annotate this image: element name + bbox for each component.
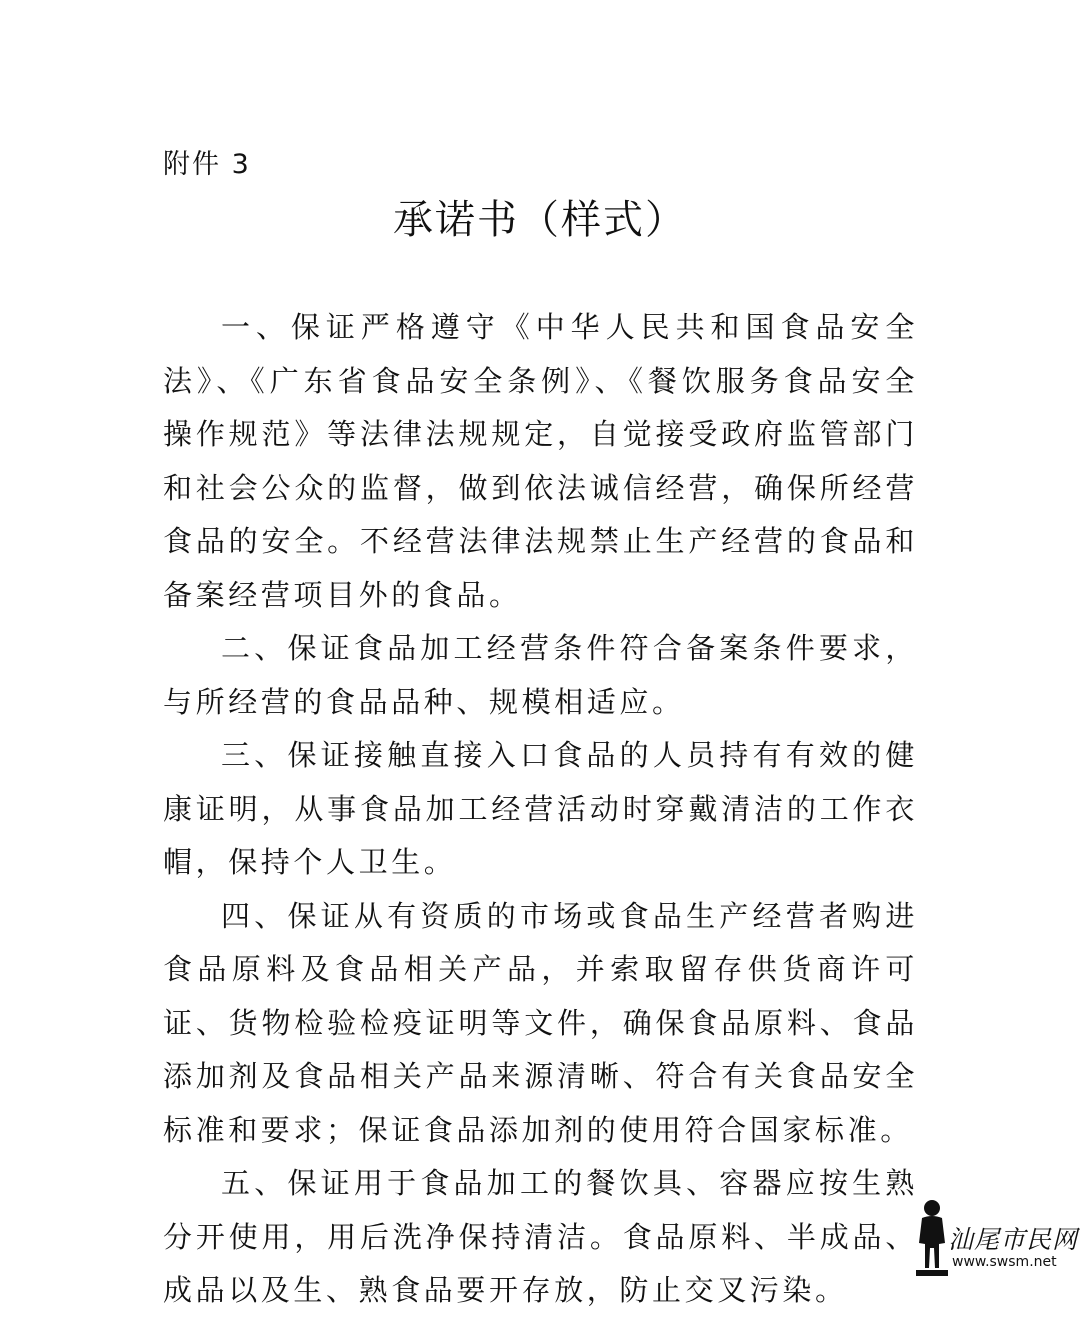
pledge-paragraph-3: 三、保证接触直接入口食品的人员持有有效的健康证明，从事食品加工经营活动时穿戴清洁的工作衣帽，保持个人卫生。	[163, 738, 918, 879]
pledge-paragraph-5: 五、保证用于食品加工的餐饮具、容器应按生熟分开使用，用后洗净保持清洁。食品原料、半成品、成品以及生、熟食品要开存放，防止交叉污染。	[163, 1166, 918, 1307]
person-silhouette-icon	[912, 1198, 952, 1278]
pledge-paragraph-4: 四、保证从有资质的市场或食品生产经营者购进食品原料及食品相关产品，并索取留存供货商许可证、货物检验检疫证明等文件，确保食品原料、食品添加剂及食品相关产品来源清晰、符合有关食品安全标准和要求；保证食品添加剂的使用符合国家标准。	[163, 898, 918, 1147]
watermark-name: 汕尾市民网	[948, 1225, 1079, 1254]
watermark-url: www.swsm.net	[952, 1254, 1057, 1270]
pledge-paragraph-2: 二、保证食品加工经营条件符合备案条件要求，与所经营的食品品种、规模相适应。	[163, 631, 918, 719]
document-title: 承诺书（样式）	[393, 197, 687, 243]
document-body	[163, 301, 918, 1318]
attachment-label: 附件 3	[163, 149, 251, 180]
site-watermark	[912, 1198, 1079, 1278]
pledge-paragraph-1: 一、保证严格遵守《中华人民共和国食品安全法》、《广东省食品安全条例》、《餐饮服务食品安全操作规范》等法律法规规定，自觉接受政府监管部门和社会公众的监督，做到依法诚信经营，确保所经营食品的安全。不经营法律法规禁止生产经营的食品和备案经营项目外的食品。	[163, 310, 918, 612]
